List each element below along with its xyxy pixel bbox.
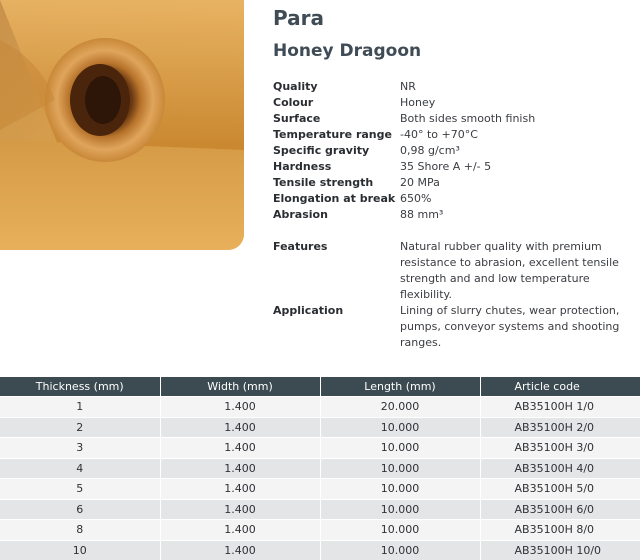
spec-label: Abrasion (273, 208, 328, 221)
spec-row-colour (273, 95, 640, 111)
article-table (0, 377, 640, 560)
cell-thickness: 1 (0, 397, 160, 418)
cell-thickness: 3 (0, 438, 160, 459)
table-row (0, 397, 640, 418)
features-section (273, 239, 640, 303)
features-label: Features (273, 240, 328, 253)
cell-length: 20.000 (320, 397, 480, 418)
cell-article-code: AB35100H 1/0 (480, 397, 640, 418)
product-name: Honey Dragoon (273, 41, 422, 61)
cell-length: 10.000 (320, 520, 480, 541)
table-row (0, 458, 640, 479)
spec-row-tensile (273, 175, 640, 191)
table-row (0, 438, 640, 459)
spec-value: -40° to +70°C (400, 128, 478, 141)
spec-label: Specific gravity (273, 144, 370, 157)
spec-row-abrasion (273, 207, 640, 223)
spec-label: Temperature range (273, 128, 392, 141)
table-row (0, 540, 640, 560)
cell-width: 1.400 (160, 479, 320, 500)
table-row (0, 479, 640, 500)
cell-article-code: AB35100H 4/0 (480, 458, 640, 479)
column-header-article-code: Article code (480, 377, 640, 397)
spec-row-quality (273, 79, 640, 95)
column-header-length: Length (mm) (320, 377, 480, 397)
cell-length: 10.000 (320, 540, 480, 560)
product-photo (0, 0, 244, 250)
cell-width: 1.400 (160, 417, 320, 438)
column-header-thickness: Thickness (mm) (0, 377, 160, 397)
spec-list (273, 79, 640, 223)
brand-title: Para (273, 6, 324, 30)
cell-width: 1.400 (160, 458, 320, 479)
cell-length: 10.000 (320, 417, 480, 438)
application-label: Application (273, 304, 344, 317)
spec-value: 0,98 g/cm³ (400, 144, 460, 157)
spec-label: Colour (273, 96, 314, 109)
spec-label: Tensile strength (273, 176, 374, 189)
cell-length: 10.000 (320, 479, 480, 500)
spec-value: Honey (400, 96, 436, 109)
cell-width: 1.400 (160, 520, 320, 541)
cell-thickness: 6 (0, 499, 160, 520)
spec-value: NR (400, 80, 416, 93)
spec-label: Elongation at break (273, 192, 396, 205)
spec-label: Quality (273, 80, 318, 93)
cell-thickness: 5 (0, 479, 160, 500)
cell-article-code: AB35100H 5/0 (480, 479, 640, 500)
spec-row-temperature (273, 127, 640, 143)
application-text: Lining of slurry chutes, wear protection, pumps, conveyor systems and shooting ranges. (400, 304, 620, 349)
cell-thickness: 2 (0, 417, 160, 438)
cell-thickness: 10 (0, 540, 160, 560)
spec-value: 88 mm³ (400, 208, 444, 221)
features-text: Natural rubber quality with premium resistance to abrasion, excellent tensile strength and and low temperature flexibility. (400, 240, 619, 301)
spec-value: Both sides smooth finish (400, 112, 536, 125)
spec-row-hardness (273, 159, 640, 175)
cell-length: 10.000 (320, 499, 480, 520)
rubber-roll-photo (0, 0, 244, 250)
cell-width: 1.400 (160, 499, 320, 520)
spec-value: 650% (400, 192, 432, 205)
spec-label: Hardness (273, 160, 332, 173)
cell-thickness: 4 (0, 458, 160, 479)
spec-row-surface (273, 111, 640, 127)
table-row (0, 520, 640, 541)
cell-article-code: AB35100H 2/0 (480, 417, 640, 438)
cell-thickness: 8 (0, 520, 160, 541)
table-row (0, 499, 640, 520)
application-section (273, 303, 640, 351)
cell-width: 1.400 (160, 540, 320, 560)
cell-article-code: AB35100H 10/0 (480, 540, 640, 560)
cell-article-code: AB35100H 6/0 (480, 499, 640, 520)
spec-label: Surface (273, 112, 321, 125)
table-row (0, 417, 640, 438)
spec-row-elongation (273, 191, 640, 207)
spec-value: 20 MPa (400, 176, 440, 189)
spec-value: 35 Shore A +/- 5 (400, 160, 492, 173)
cell-length: 10.000 (320, 458, 480, 479)
table-header-row (0, 377, 640, 397)
cell-width: 1.400 (160, 397, 320, 418)
cell-width: 1.400 (160, 438, 320, 459)
cell-length: 10.000 (320, 438, 480, 459)
spec-row-gravity (273, 143, 640, 159)
cell-article-code: AB35100H 3/0 (480, 438, 640, 459)
cell-article-code: AB35100H 8/0 (480, 520, 640, 541)
column-header-width: Width (mm) (160, 377, 320, 397)
